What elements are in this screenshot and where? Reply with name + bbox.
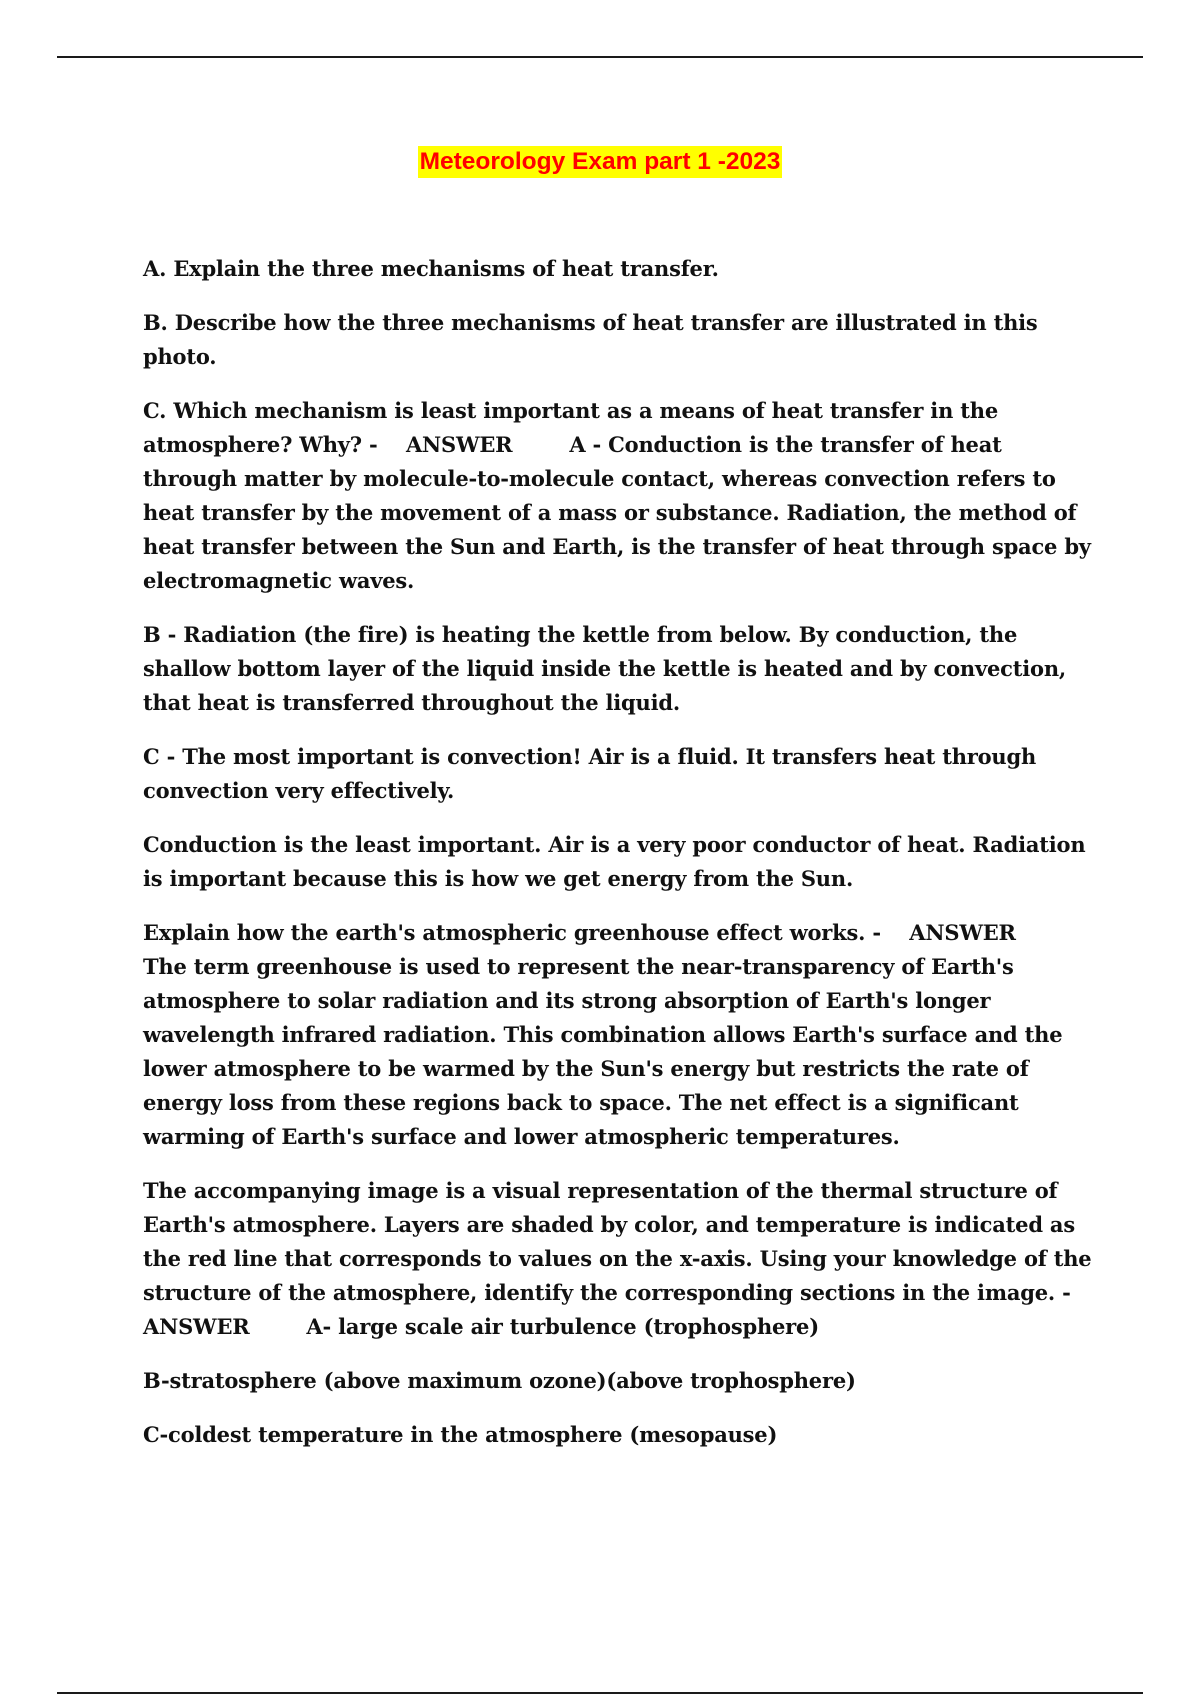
greenhouse-question-answer: Explain how the earth's atmospheric greenhouse effect works. - ANSWER The term greenhouse is used to represent the near-transparency of Earth's atmosphere to solar radiation and its strong absorption of Earth's longer wavelength infrared radiation. This combination allows Earth's surface and the lower atmosphere to be warmed by the Sun's energy but restricts the rate of energy loss from these regions back to space. The net effect is a significant warming of Earth's surface and lower atmospheric temperatures. (143, 920, 1073, 1149)
top-rule (57, 56, 1143, 58)
answer-section-b: B-stratosphere (above maximum ozone)(above trophosphere) (143, 1368, 856, 1393)
thermal-structure-question-answer: The accompanying image is a visual representation of the thermal structure of Earth's atmosphere. Layers are shaded by color, and temperature is indicated as the red line that corresponds to values on the x-axis. Using your knowledge of the structure of the atmosphere, identify the corresponding sections in the image. - ANSWER A- large scale air turbulence (trophosphere) (143, 1178, 1100, 1339)
question-b: B. Describe how the three mechanisms of heat transfer are illustrated in this photo. (143, 310, 1045, 369)
answer-section-c: C-coldest temperature in the atmosphere (mesopause) (143, 1422, 778, 1447)
question-c-with-answer-a: C. Which mechanism is least important as a means of heat transfer in the atmosphere? Why? - ANSWER A - Conduction is the transfer of heat through matter by molecule-to-molecule contact, whereas convection refers to heat transfer by the movement of a mass or substance. Radiation, the method of heat transfer between the Sun and Earth, is the transfer of heat through space by electromagnetic waves. (143, 398, 1098, 593)
answer-b: B - Radiation (the fire) is heating the kettle from below. By conduction, the shallow bottom layer of the liquid inside the kettle is heated and by convection, that heat is transferred throughout the liquid. (143, 622, 1074, 715)
page-title: Meteorology Exam part 1 -2023 (418, 146, 783, 178)
bottom-rule (57, 1692, 1143, 1694)
question-a: A. Explain the three mechanisms of heat transfer. (143, 256, 719, 281)
title-container (0, 146, 1200, 178)
answer-c-continued: Conduction is the least important. Air is a very poor conductor of heat. Radiation is important because this is how we get energy from the Sun. (143, 832, 1093, 891)
document-body (143, 252, 1100, 1472)
answer-c: C - The most important is convection! Air is a fluid. It transfers heat through convection very effectively. (143, 744, 1044, 803)
